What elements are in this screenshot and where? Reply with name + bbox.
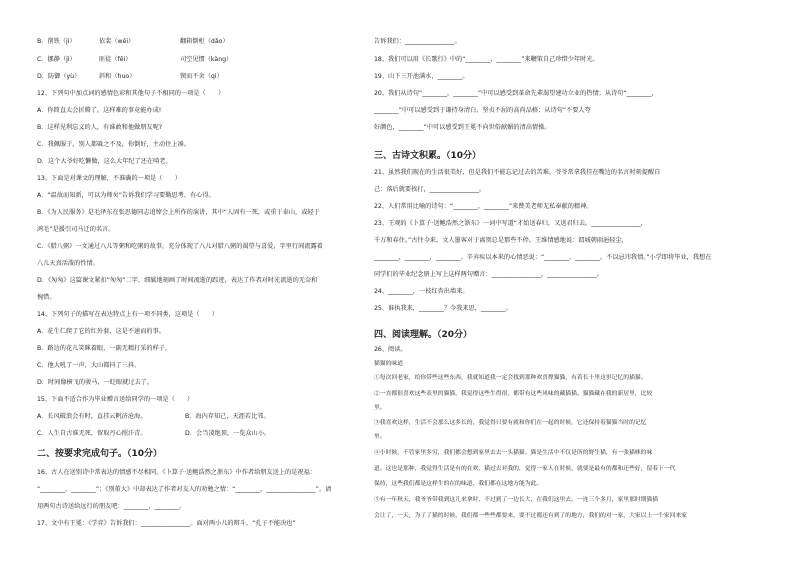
text-line [37, 243, 323, 251]
line-text: C．他大吼了一声，大山都抖了三抖。 [37, 362, 141, 369]
line-text: ⑤有一年秋天，我爷爷带我到这儿来拿时，不过到了一边长大，在我们这里去。一连三个多月，家里那时期猫猫 [374, 497, 659, 503]
line-text: B．这样见利忘义的人，有谁敢和他做朋友呢? [37, 124, 163, 131]
line-text: 22、人们常用比喻的诗句：“________，________”来赞美老师无私奉献的精神。 [374, 203, 593, 210]
line-text: 23、王观的《卜算子·送鲍浩然之浙东》一词中写道“才始送春归，又送君归去。________________， [374, 220, 647, 227]
text-line [37, 56, 233, 64]
line-text: D．防御（yù） [37, 73, 81, 80]
text-line [374, 220, 647, 228]
text-line [374, 512, 687, 520]
text-line [37, 107, 161, 115]
text-line [374, 465, 675, 473]
line-text: A．长风破浪会有时，直挂云帆济沧海。 [37, 413, 147, 420]
line-text: 里。 [374, 405, 386, 411]
text-line [37, 175, 181, 183]
text-line [374, 433, 386, 441]
line-text: ________，________，________。辛弃疾以本来的心情恶说：“________，________，不以忌讳我情。”小学即将毕业，我想在 [374, 254, 712, 261]
text-line [374, 346, 407, 354]
text-line [374, 419, 646, 427]
line-text: 惋惜。 [37, 294, 56, 301]
line-text: 八儿天真活泼的性情。 [37, 260, 99, 267]
text-line [37, 277, 317, 285]
line-text: 24、________，一枝红杏出墙来。 [374, 288, 469, 295]
line-text: 14、下列句子的描写在表达特点上有一项不同类，这项是（ ） [37, 311, 219, 318]
line-text: C．挪静（jì） [37, 56, 76, 63]
line-text: 二、按要求完成句子。（10分） [37, 449, 163, 459]
option-word-1: 依裴（wěi） [99, 38, 135, 45]
option-word-2: 锲而不舍（qì） [180, 73, 223, 80]
line-text: ③我喜欢这样，生活不会那么这多长的，我觉得只要有就和你们在一起的时候，它还保持着猫猫当时的记忆 [374, 420, 647, 426]
text-line [374, 56, 599, 64]
text-line [374, 449, 652, 457]
text-line [374, 254, 711, 262]
text-line [37, 430, 271, 438]
text-line [37, 38, 229, 46]
text-line [374, 237, 628, 245]
text-line [374, 90, 658, 98]
section-heading [37, 449, 162, 460]
line-text: 25、谁执我来，________？今我来思，________。 [374, 305, 512, 312]
section-heading [374, 151, 481, 162]
line-text: 17、文中有王冕：《学弈》告诉我们：________________。面对两小儿的辩斗，“孔子不能决也” [37, 520, 296, 527]
text-line [374, 169, 660, 177]
line-text: ①每次回老家，给你带些这些东西，我就知道我一定会找到那种欢喜撑猫猫，有着长十里这里记忆的猫猫。 [374, 375, 647, 381]
line-text: 千万和春住。”古往今来，文人墨客对于离别总是那些不停。王维情感地说：渭城朝雨浥轻尘， [374, 237, 628, 244]
text-line [37, 328, 165, 336]
line-text: 用两句古诗送给远行的朋友吧：________，________。 [37, 503, 186, 510]
text-line [37, 209, 320, 217]
line-text: 19、山下三开池满水，________。 [374, 73, 469, 80]
text-line [374, 73, 469, 81]
option-choice: B．海内存知己，天涯若比邻。 [185, 413, 270, 420]
line-text: 会让了，一天，为了了猫的时候，我们都一些些都要来，要不过都还有到了的地方，我们的对一家，大家以上一个家回来家 [374, 513, 688, 519]
line-text: 15、下面不适合作为毕业赠言送给同学的一项是（ ） [37, 396, 194, 403]
text-line [37, 362, 140, 370]
line-text: D．这个大爷好吃懒做，这么大年纪了还在啃老。 [37, 158, 172, 165]
text-line [37, 192, 215, 200]
text-line [37, 158, 172, 166]
text-line [37, 90, 224, 98]
line-text: A．“温故而知新，可以为师矣”告诉我们学习要勤思考、有心得。 [37, 192, 215, 199]
line-text: 12、下列句中加点词的感情色彩和其他句子不相同的一项是（ ） [37, 90, 225, 97]
line-text: 21、虽然我们现在的生活很美好，但是我们不能忘记过去的苦难。爷爷常拿我挂在嘴边的名言时刻提醒自 [374, 169, 661, 176]
line-text: 道。这也是那种，我觉得生活是有的在欢，猫过去对我的，觉得一家人在时候，就要是最有的都和还些好，留着下一代 [374, 466, 676, 472]
line-text: D．《匆匆》这篇课文紧扣“匆匆”二字，细腻地刻画了时间流逝的踪迹，表达了作者对时光流逝的无奈和 [37, 277, 318, 284]
text-line [37, 503, 186, 511]
section-heading [374, 330, 472, 341]
line-text: 三、古诗文积累。（10分） [374, 151, 482, 161]
text-line [374, 390, 652, 398]
text-line [374, 360, 403, 368]
text-line [37, 520, 296, 528]
option-word-2: 翻箱倒柜（dǎo） [180, 38, 229, 45]
line-text: B．削铁（jì） [37, 38, 76, 45]
text-line [374, 271, 603, 279]
line-text: ④小时候，不管家里多穷，我们都会想到家里去去一头猫猫。猫是生活中不仅是所的野生猫，有一张猫咪的味 [374, 450, 653, 456]
option-choice: D．会当凌绝顶，一览众山小。 [185, 430, 271, 437]
text-line [37, 294, 56, 302]
line-text: 告诉我们：________________。 [374, 38, 461, 45]
line-text: 20、我们从诗句“________，________”中可以感受到革命先辈渴望建功立业的热情；从诗句“________， [374, 90, 658, 97]
text-line [374, 288, 469, 296]
text-line [37, 260, 99, 268]
text-line [37, 486, 331, 494]
text-line [37, 141, 190, 149]
line-text: 同学们的毕业纪念册上写上这样两句赠言：________________，________________。 [374, 271, 603, 278]
text-line [37, 469, 316, 477]
line-text: 保持，这些我们都是这样生的在的味道，我们都在这地方能为此。 [374, 481, 543, 487]
text-line [374, 203, 592, 211]
text-line [37, 396, 193, 404]
text-line [374, 38, 461, 46]
text-line [374, 374, 646, 382]
line-text: 里。 [374, 434, 386, 440]
option-word-1: 斜和（huo） [99, 73, 136, 80]
text-line [37, 73, 223, 81]
text-line [374, 496, 658, 504]
line-text: 猫猫的味道 [374, 361, 403, 367]
option-word-1: 匪徒（fēi） [99, 56, 132, 63]
text-line [37, 413, 270, 421]
line-text: B．《为人民服务》是毛泽东在张思德同志追悼会上所作的演讲，其中“人固有一死，或重于泰山，或轻于 [37, 209, 320, 216]
text-line [374, 404, 386, 412]
line-text: 26、阅读。 [374, 346, 407, 353]
text-line [374, 305, 512, 313]
line-text: C．人生自古谁无死，留取丹心照汗青。 [37, 430, 147, 437]
option-word-2: 司空见惯（kàng） [180, 56, 233, 63]
line-text: C．我佩服于，别人都躲之不及，你倒好，主动往上凑。 [37, 141, 190, 148]
line-text: B．路边的花儿笑眯着眼，一副无精打采的样子。 [37, 345, 172, 352]
text-line [374, 124, 550, 132]
text-line [374, 186, 485, 194]
line-text: ②一直都很喜欢这些表里的猫猫，我觉得这些生得很，都带有这些风味的藏猫猫。猫猫藏在我的新居里，比较 [374, 391, 653, 397]
line-text: 己：落后就要挨打，________________。 [374, 186, 486, 193]
text-line [374, 480, 542, 488]
text-line [374, 107, 591, 115]
line-text: C．《腊八粥》一文通过八儿等粥和吃粥的故事，充分体现了八儿对腊八粥的渴望与喜爱，字里行间流露着 [37, 243, 323, 250]
line-text: 18、我们可以用《长歌行》中的“________，________”来鞭策自己珍惜少年时光。 [374, 56, 599, 63]
line-text: 16、古人在送别诗中常表达的情感不尽相同。《卜算子·送鲍浩然之浙东》中作者给朋友送上的是祝福： [37, 469, 316, 476]
line-text: A．你简直太会折腾了，这样难的事竟能办成! [37, 107, 162, 114]
line-text: 四、阅读理解。（20分） [374, 330, 473, 340]
text-line [37, 379, 153, 387]
text-line [37, 124, 162, 132]
line-text: 13、下面是对课文的理解，不准确的一项是（ ） [37, 175, 181, 182]
line-text: D．时间像横飞的骏马，一眨眼就过去了。 [37, 379, 154, 386]
line-text: 鸿毛”是援引司马迁的名言。 [37, 226, 115, 233]
line-text: A．花生仁爬了它的红外套，这是不速而的事。 [37, 328, 165, 335]
line-text: “________，________”；《别董大》中却表达了作者对友人的劝勉之情：“________，________________”。请 [37, 486, 332, 493]
text-line [37, 311, 218, 319]
text-line [37, 345, 171, 353]
line-text: 好颜色，________”中可以感受到王冕不向世俗献媚的清高情操。 [374, 124, 551, 131]
text-line [37, 226, 114, 234]
line-text: ________”中可以感受到于谦持身清白、坚贞不屈的高尚品格；从诗句“不要人夸 [374, 107, 591, 114]
